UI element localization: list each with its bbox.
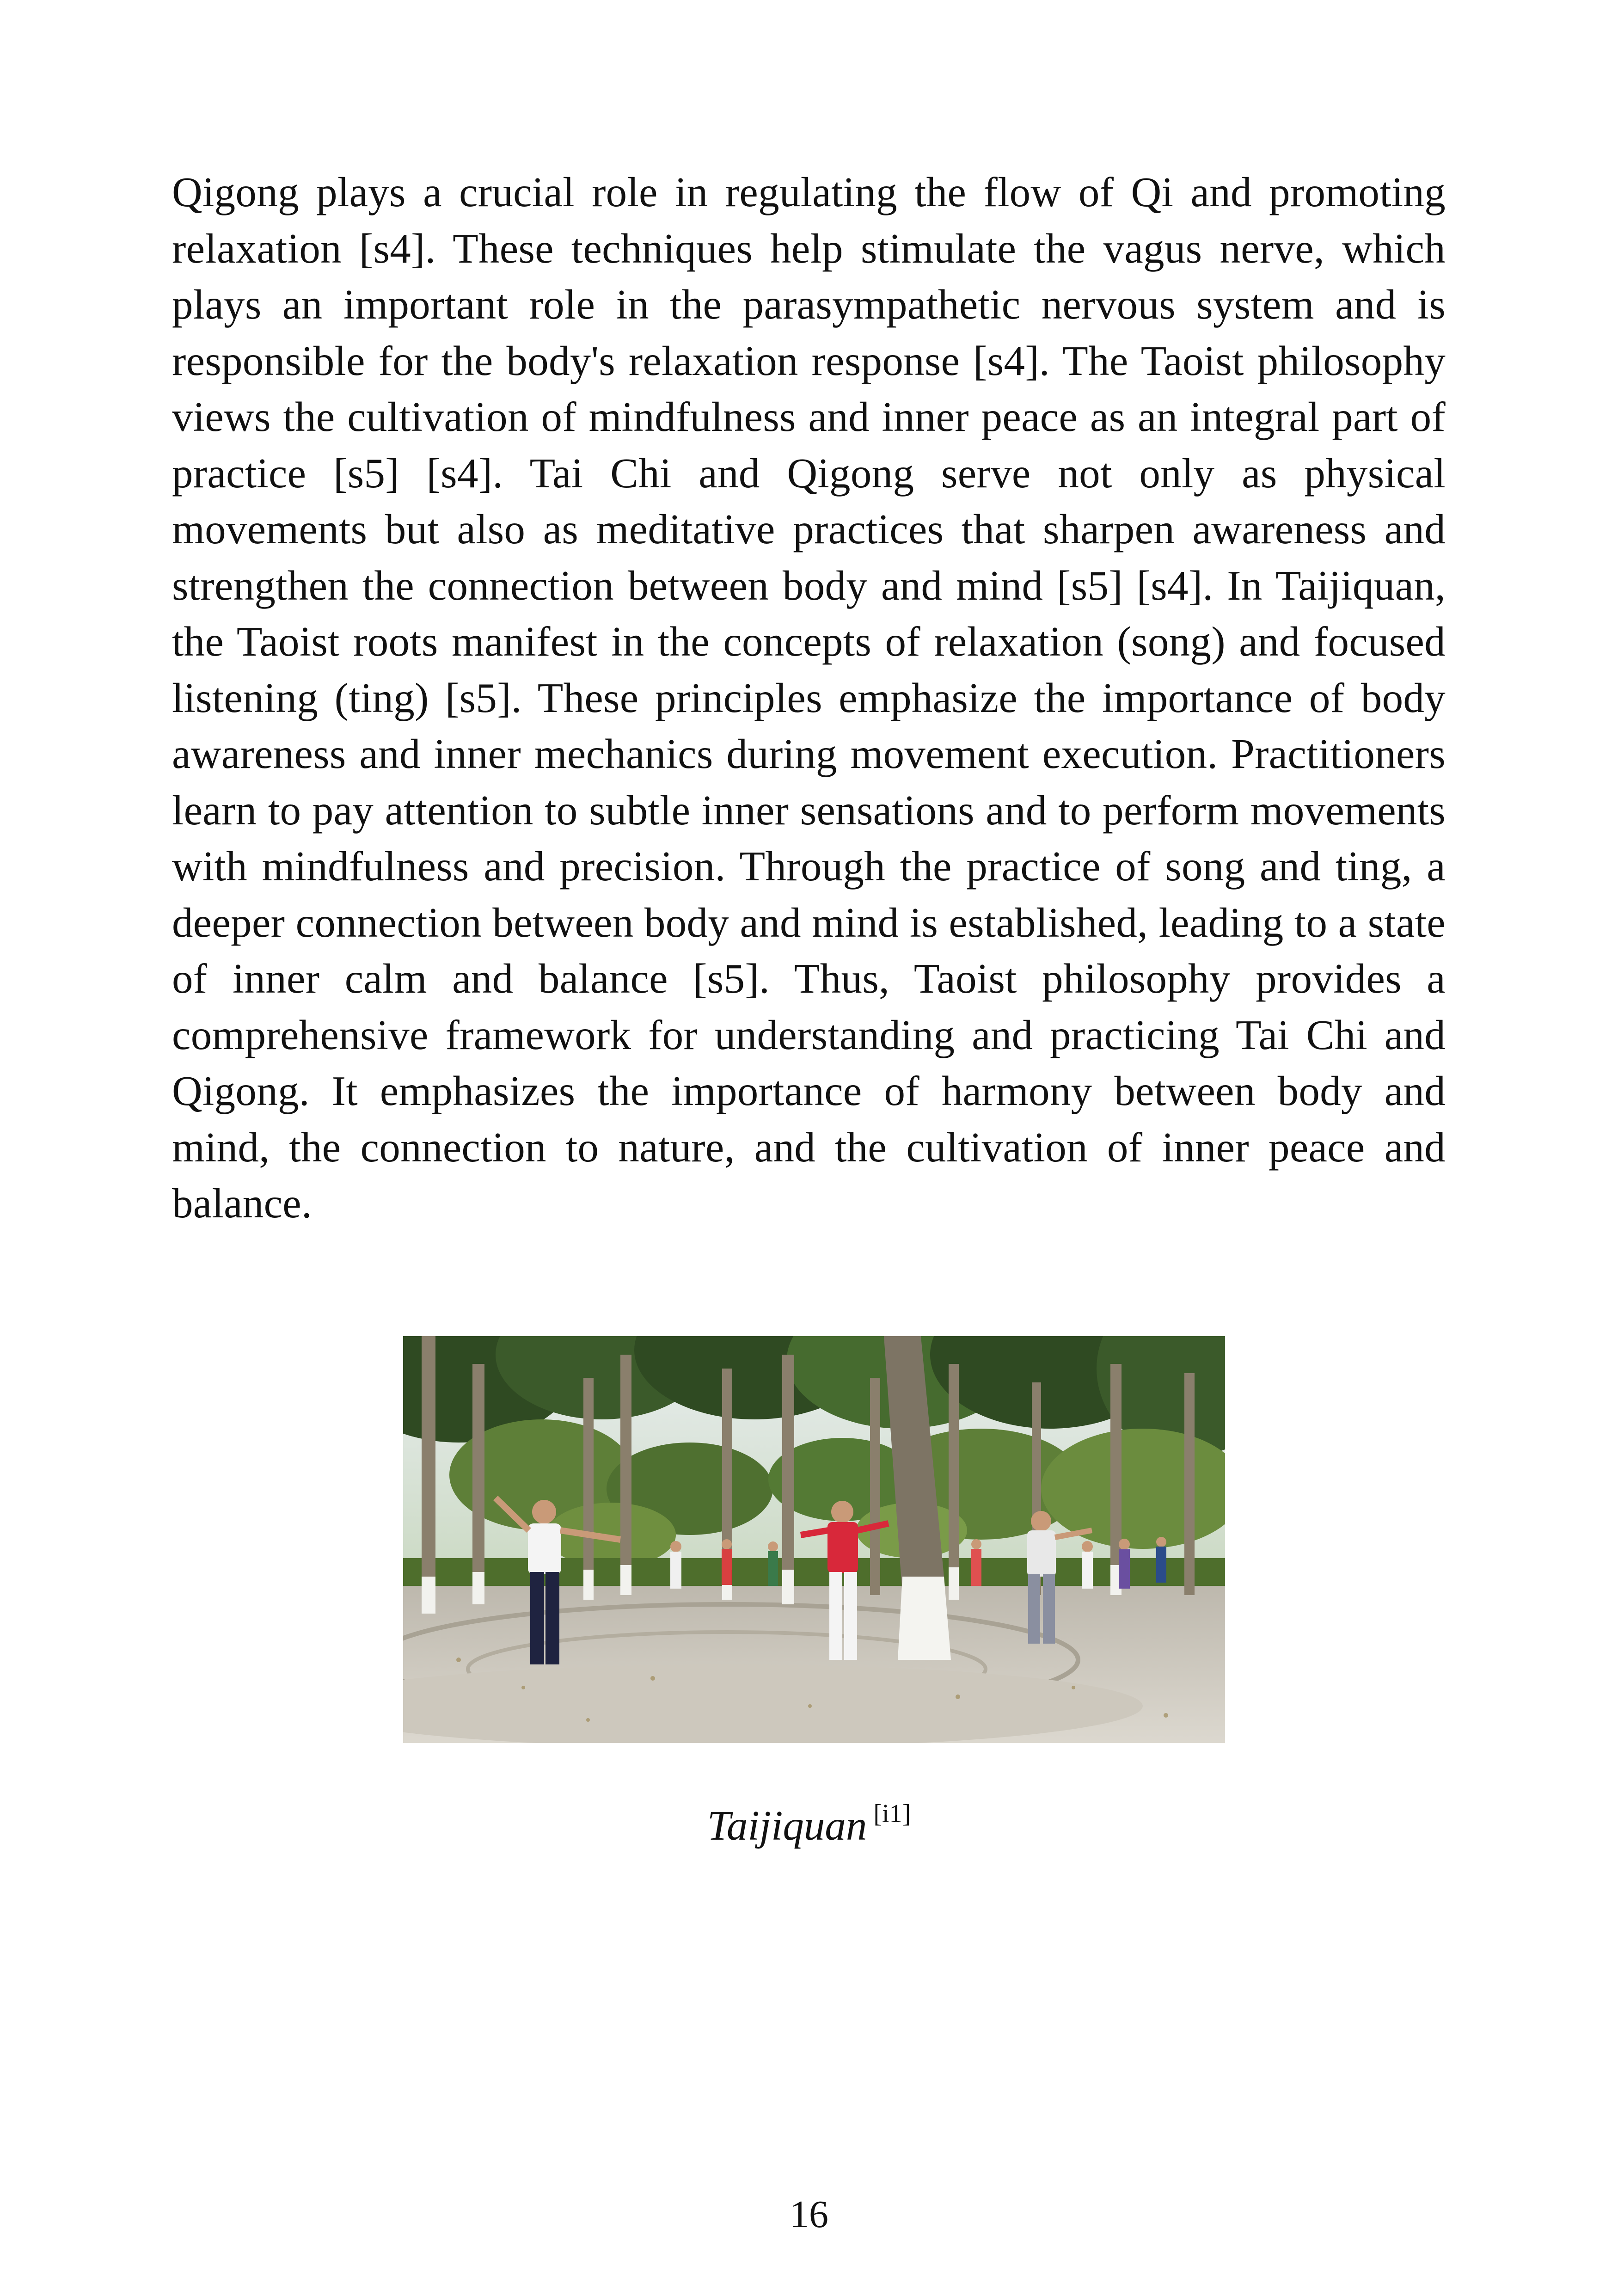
caption-reference: [i1] xyxy=(873,1799,911,1828)
caption-title: Taijiquan xyxy=(707,1802,867,1849)
page-number: 16 xyxy=(790,2193,828,2236)
park-scene-illustration xyxy=(403,1336,1225,1743)
figure-caption xyxy=(0,1788,1618,1851)
taijiquan-photo xyxy=(403,1336,1225,1743)
body-paragraph: Qigong plays a crucial role in regulating the flow of Qi and promoting relaxation [s4]. These techniques help stimulate the vagus nerve, which plays an important role in the parasympathetic nervous system and is responsible for the body's relaxation response [s4]. The Taoist philosophy views the cultivation of mindfulness and inner peace as an integral part of practice [s5] [s4]. Tai Chi and Qigong serve not only as physical movements but also as meditative practices that sharpen awareness and strengthen the connection between body and mind [s5] [s4]. In Taijiquan, the Taoist roots manifest in the concepts of relaxation (song) and focused listening (ting) [s5]. These principles emphasize the importance of body awareness and inner mechanics during movement execution. Practitioners learn to pay attention to subtle inner sensations and to perform movements with mindfulness and precision. Through the practice of song and ting, a deeper connection between body and mind is established, leading to a state of inner calm and balance [s5]. Thus, Taoist philosophy provides a comprehensive framework for understanding and practicing Tai Chi and Qigong. It emphasizes the importance of harmony between body and mind, the connection to nature, and the cultivation of inner peace and balance. xyxy=(172,169,1446,1227)
